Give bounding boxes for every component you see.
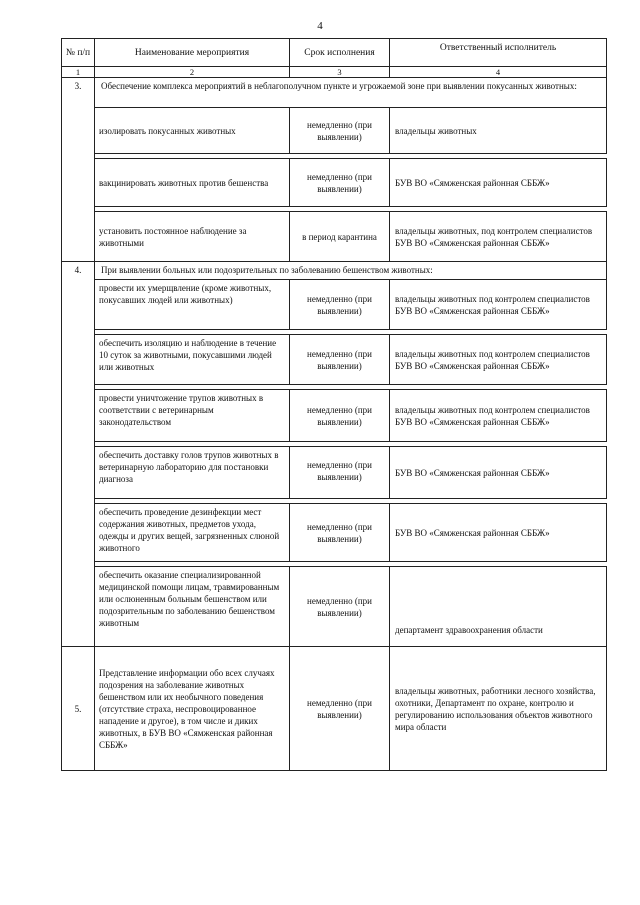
header-responsible: Ответственный исполнитель (390, 39, 607, 67)
page-number: 4 (317, 20, 323, 32)
section-title: При выявлении больных или подозрительных по заболеванию бешенством животных: (95, 262, 607, 280)
responsible-cell: владельцы животных под контролем специалистов БУВ ВО «Сямженская районная СББЖ» (390, 390, 607, 442)
responsible-cell: владельцы животных, под контролем специалистов БУВ ВО «Сямженская районная СББЖ» (390, 212, 607, 262)
action-cell: обеспечить оказание специализированной медицинской помощи лицам, травмированным или ослюненным больным бешенством или подозрительным по заболеванию бешенством животным (95, 567, 290, 647)
header-action: Наименование мероприятия (95, 39, 290, 67)
term-cell: немедленно (при выявлении) (290, 335, 390, 385)
table-row (62, 447, 607, 499)
term-cell: немедленно (при выявлении) (290, 647, 390, 771)
table-row (62, 280, 607, 330)
column-index-row (62, 67, 607, 78)
term-cell: немедленно (при выявлении) (290, 390, 390, 442)
column-index-1: 1 (62, 67, 95, 78)
table-row (62, 504, 607, 562)
responsible-cell: БУВ ВО «Сямженская районная СББЖ» (390, 159, 607, 207)
term-cell: немедленно (при выявлении) (290, 447, 390, 499)
responsible-cell: БУВ ВО «Сямженская районная СББЖ» (390, 447, 607, 499)
table-row (62, 212, 607, 262)
column-index-3: 3 (290, 67, 390, 78)
header-term: Срок исполнения (290, 39, 390, 67)
responsible-cell: владельцы животных под контролем специалистов БУВ ВО «Сямженская районная СББЖ» (390, 280, 607, 330)
table-row (62, 647, 607, 771)
responsible-cell: департамент здравоохранения области (390, 567, 607, 647)
term-cell: в период карантина (290, 212, 390, 262)
table-row (62, 567, 607, 647)
term-cell: немедленно (при выявлении) (290, 280, 390, 330)
table-header-row (62, 39, 607, 67)
responsible-cell: владельцы животных, работники лесного хозяйства, охотники, Департамент по охране, контролю и регулированию использования объектов животного мира области (390, 647, 607, 771)
section-row (62, 78, 607, 108)
table-row (62, 390, 607, 442)
section-title: Обеспечение комплекса мероприятий в неблагополучном пункте и угрожаемой зоне при выявлении покусанных животных: (95, 78, 607, 108)
table-row (62, 159, 607, 207)
section-number: 5. (62, 647, 95, 771)
section-row (62, 262, 607, 280)
header-num: № п/п (62, 39, 95, 67)
action-cell: обеспечить проведение дезинфекции мест содержания животных, предметов ухода, одежды и других вещей, загрязненных слюной животного (95, 504, 290, 562)
action-cell: Представление информации обо всех случаях подозрения на заболевание животных бешенством или их необычного поведения (отсутствие страха, неспровоцированное нападение и другое), в том числе и диких животных, в БУВ ВО «Сямженская районная СББЖ» (95, 647, 290, 771)
term-cell: немедленно (при выявлении) (290, 159, 390, 207)
responsible-cell: владельцы животных под контролем специалистов БУВ ВО «Сямженская районная СББЖ» (390, 335, 607, 385)
action-cell: провести уничтожение трупов животных в соответствии с ветеринарным законодательством (95, 390, 290, 442)
action-cell: изолировать покусанных животных (95, 108, 290, 154)
section-number: 3. (62, 78, 95, 262)
responsible-cell: владельцы животных (390, 108, 607, 154)
term-cell: немедленно (при выявлении) (290, 567, 390, 647)
column-index-2: 2 (95, 67, 290, 78)
term-cell: немедленно (при выявлении) (290, 108, 390, 154)
responsible-cell: БУВ ВО «Сямженская районная СББЖ» (390, 504, 607, 562)
table-row (62, 108, 607, 154)
action-cell: вакцинировать животных против бешенства (95, 159, 290, 207)
action-cell: обеспечить доставку голов трупов животных в ветеринарную лабораторию для постановки диагноза (95, 447, 290, 499)
table-row (62, 335, 607, 385)
column-index-4: 4 (390, 67, 607, 78)
action-cell: провести их умерщвление (кроме животных, покусавших людей или животных) (95, 280, 290, 330)
action-cell: обеспечить изоляцию и наблюдение в течение 10 суток за животными, покусавшими людей или животных (95, 335, 290, 385)
action-cell: установить постоянное наблюдение за животными (95, 212, 290, 262)
section-number: 4. (62, 262, 95, 647)
term-cell: немедленно (при выявлении) (290, 504, 390, 562)
measures-table (61, 38, 607, 771)
